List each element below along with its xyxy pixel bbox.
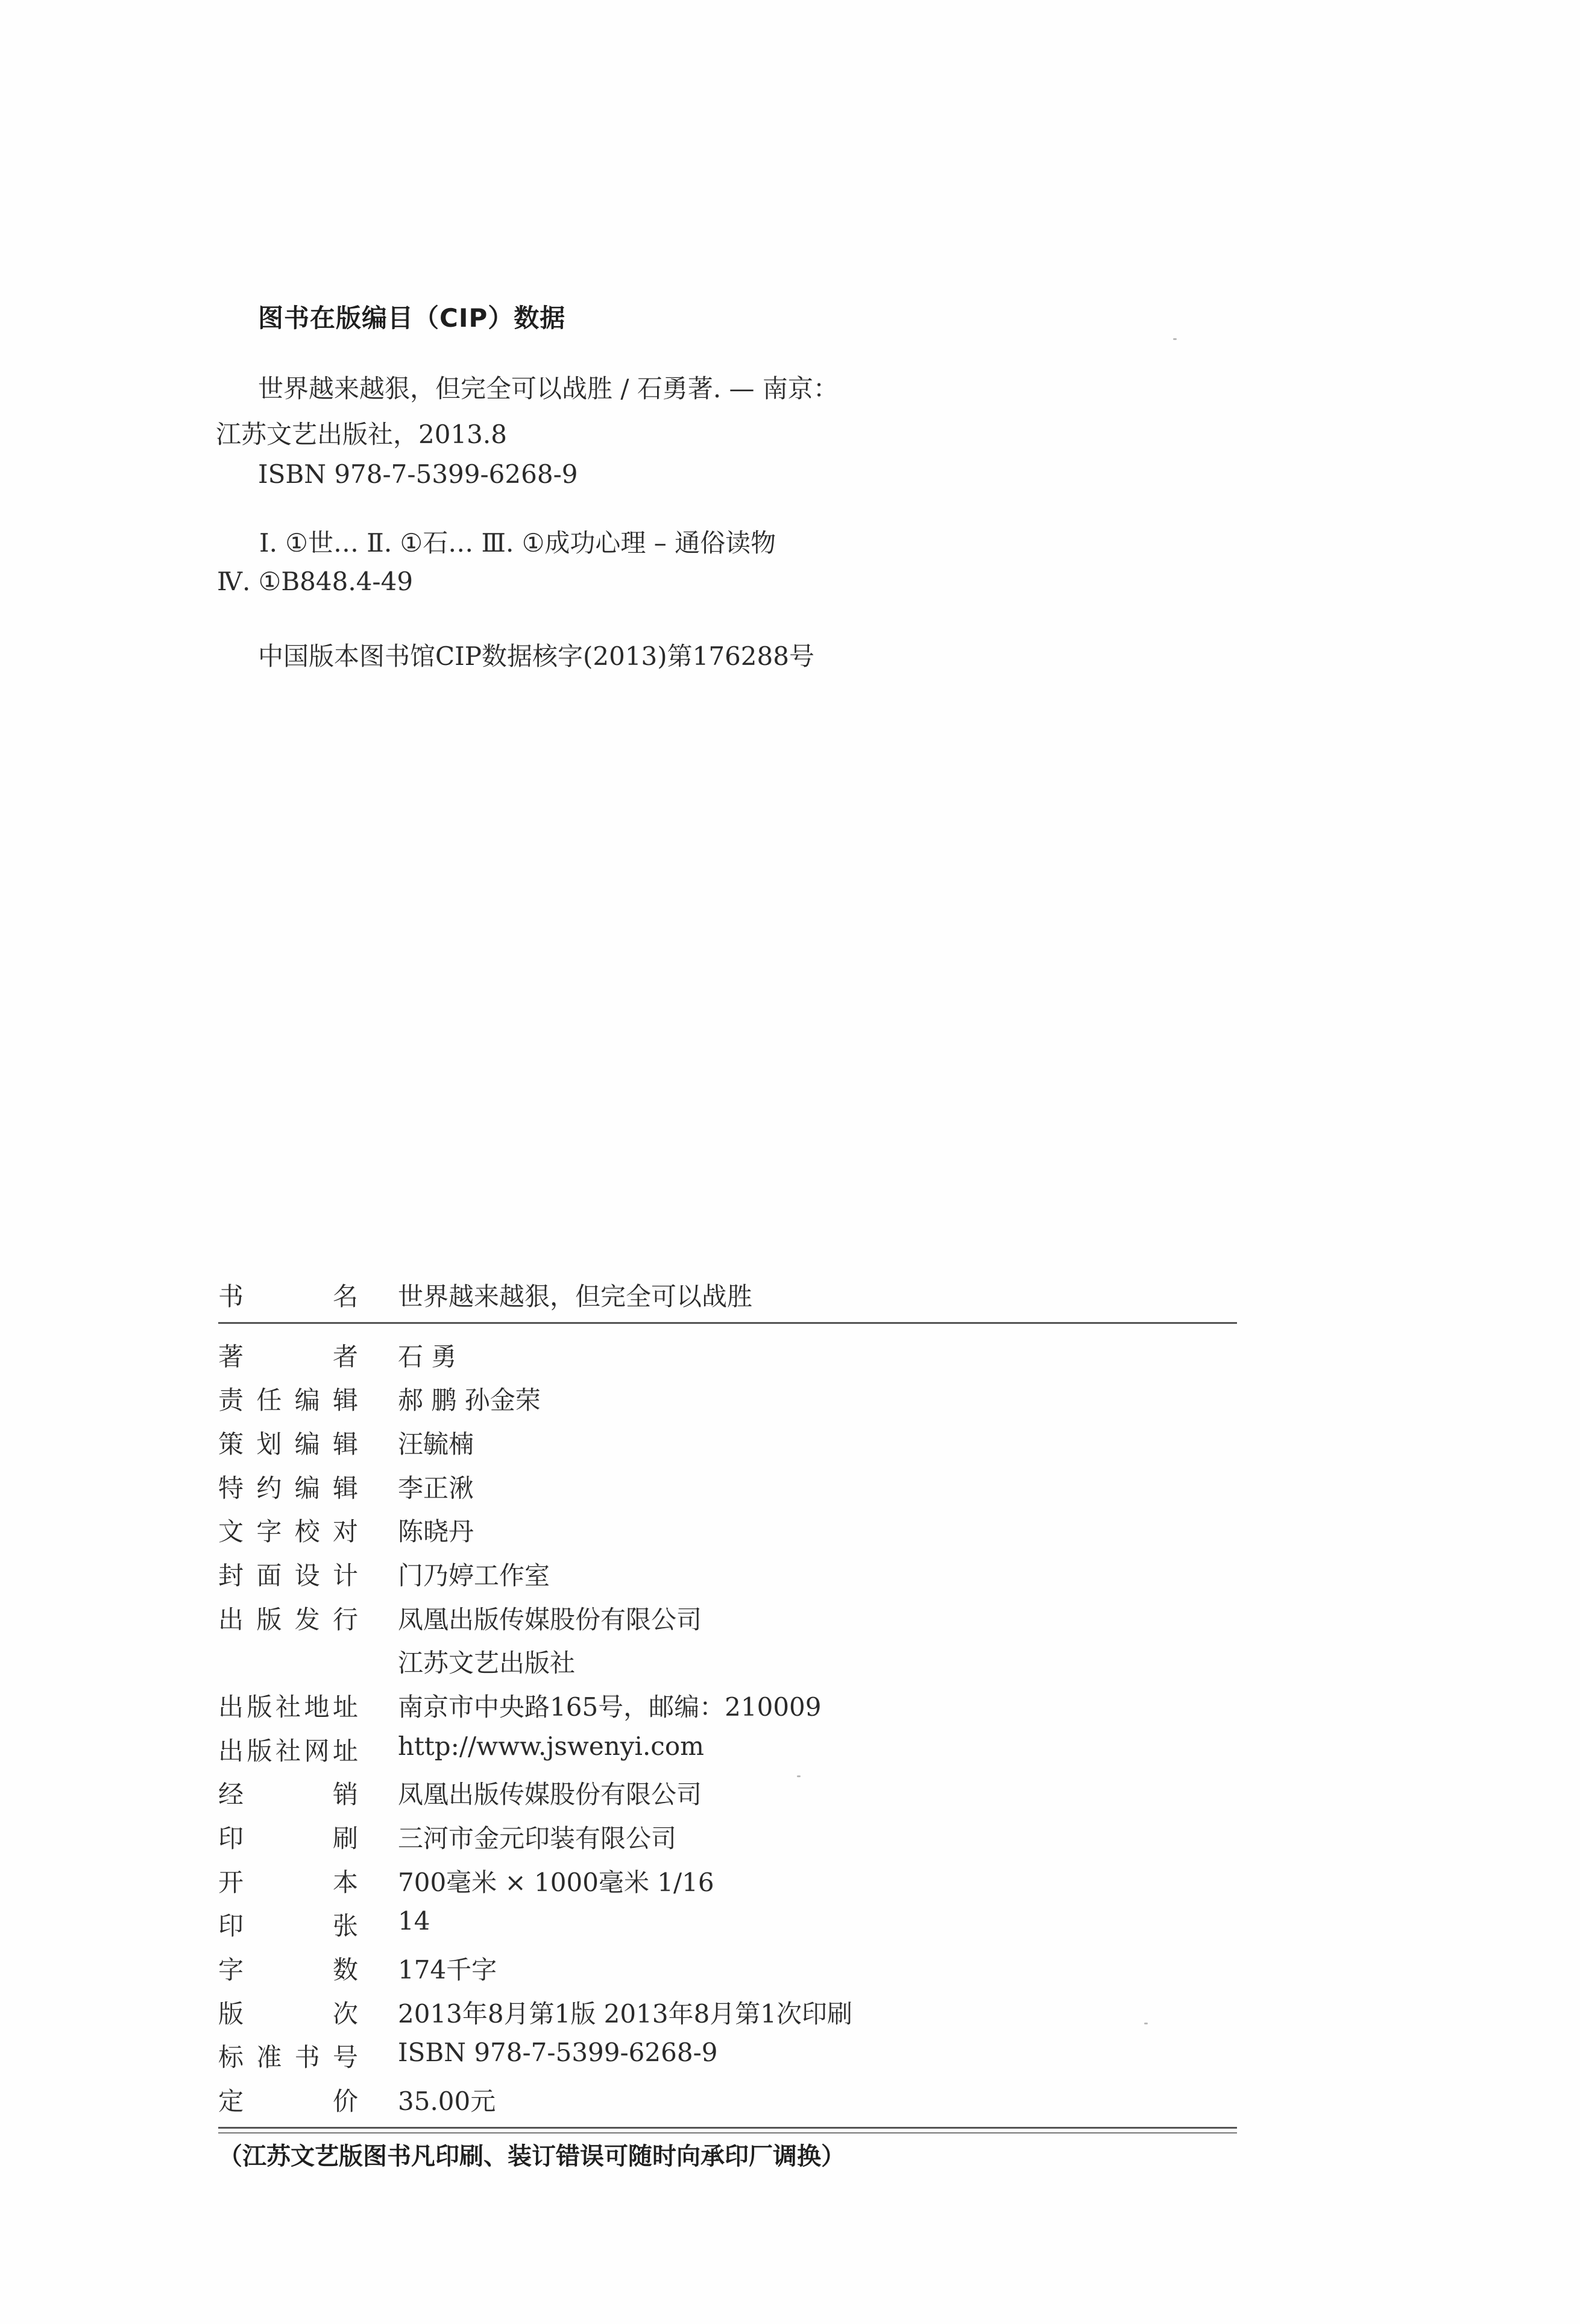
imprint-row	[218, 1906, 1237, 1942]
imprint-value: 三河市金元印装有限公司	[398, 1824, 677, 1853]
imprint-label: 出 版 社 地 址	[218, 1692, 358, 1722]
imprint-value: 郝 鹏 孙金荣	[398, 1385, 541, 1415]
imprint-row	[218, 2038, 1237, 2074]
imprint-value: 凤凰出版传媒股份有限公司	[398, 1605, 702, 1634]
imprint-label: 出 版 发 行	[218, 1605, 358, 1634]
printing-error-notice: （江苏文艺版图书凡印刷、装订错误可随时向承印厂调换）	[218, 2143, 845, 2170]
imprint-value: http://www.jswenyi.com	[398, 1731, 704, 1761]
imprint-value: 世界越来越狠，但完全可以战胜	[398, 1282, 753, 1311]
imprint-label: 印 张	[218, 1911, 358, 1941]
imprint-row	[218, 1600, 1237, 1636]
scan-speck	[797, 1775, 801, 1777]
imprint-label: 版 次	[218, 1999, 358, 2029]
scan-speck	[1173, 338, 1177, 340]
imprint-label: 文 字 校 对	[218, 1517, 358, 1546]
cip-record-number: 中国版本图书馆CIP数据核字(2013)第176288号	[258, 641, 814, 671]
cip-title-line: 世界越来越狠，但完全可以战胜 / 石勇著. — 南京：	[258, 374, 839, 403]
imprint-bottom-rule	[218, 2127, 1237, 2133]
imprint-row	[218, 1687, 1237, 1724]
imprint-row	[218, 1381, 1237, 1417]
scan-speck	[1144, 2023, 1148, 2024]
imprint-value: 南京市中央路165号，邮编：210009	[398, 1692, 822, 1722]
imprint-row	[218, 1277, 1237, 1313]
imprint-label: 著 者	[218, 1342, 358, 1371]
imprint-value: 凤凰出版传媒股份有限公司	[398, 1780, 702, 1809]
imprint-value: 汪毓楠	[398, 1429, 474, 1459]
imprint-row	[218, 1425, 1237, 1461]
imprint-row	[218, 1863, 1237, 1899]
cip-subject-line: Ⅰ. ①世… Ⅱ. ①石… Ⅲ. ①成功心理 – 通俗读物	[259, 528, 776, 558]
imprint-value: 35.00元	[398, 2086, 496, 2116]
imprint-value: 陈晓丹	[398, 1517, 474, 1546]
imprint-value: 江苏文艺出版社	[398, 1648, 576, 1678]
imprint-row	[218, 1775, 1237, 1811]
imprint-row	[218, 1819, 1237, 1855]
imprint-value: 700毫米 × 1000毫米 1/16	[398, 1868, 714, 1897]
imprint-value: ISBN 978-7-5399-6268-9	[398, 2038, 718, 2067]
imprint-row	[218, 1512, 1237, 1548]
imprint-row	[218, 1556, 1237, 1592]
imprint-value: 李正湫	[398, 1473, 474, 1503]
imprint-row	[218, 1994, 1237, 2030]
imprint-row	[218, 1950, 1237, 1986]
cip-isbn-line: ISBN 978-7-5399-6268-9	[258, 459, 578, 489]
imprint-label: 书 名	[218, 1282, 358, 1311]
imprint-row	[218, 1731, 1237, 1768]
imprint-value: 2013年8月第1版 2013年8月第1次印刷	[398, 1999, 853, 2029]
imprint-top-rule	[218, 1322, 1237, 1324]
imprint-label: 定 价	[218, 2086, 358, 2116]
imprint-value: 石 勇	[398, 1342, 457, 1371]
imprint-row	[218, 1469, 1237, 1505]
imprint-label: 策 划 编 辑	[218, 1429, 358, 1459]
imprint-value: 174千字	[398, 1955, 497, 1985]
imprint-row	[218, 2082, 1237, 2118]
imprint-label: 特 约 编 辑	[218, 1473, 358, 1503]
imprint-label: 印 刷	[218, 1824, 358, 1853]
imprint-label: 字 数	[218, 1955, 358, 1985]
imprint-label: 开 本	[218, 1868, 358, 1897]
imprint-label: 标 准 书 号	[218, 2042, 358, 2072]
cip-heading: 图书在版编目（CIP）数据	[258, 303, 566, 333]
imprint-label: 责 任 编 辑	[218, 1385, 358, 1415]
imprint-label: 经 销	[218, 1780, 358, 1809]
cip-publisher-line: 江苏文艺出版社，2013.8	[216, 420, 507, 449]
imprint-label: 出 版 社 网 址	[218, 1736, 358, 1766]
imprint-row	[218, 1643, 1237, 1680]
imprint-value: 14	[398, 1906, 430, 1936]
imprint-row	[218, 1337, 1237, 1373]
imprint-label: 封 面 设 计	[218, 1561, 358, 1590]
imprint-value: 门乃婷工作室	[398, 1561, 550, 1590]
cip-classification-line: Ⅳ. ①B848.4-49	[217, 567, 414, 596]
